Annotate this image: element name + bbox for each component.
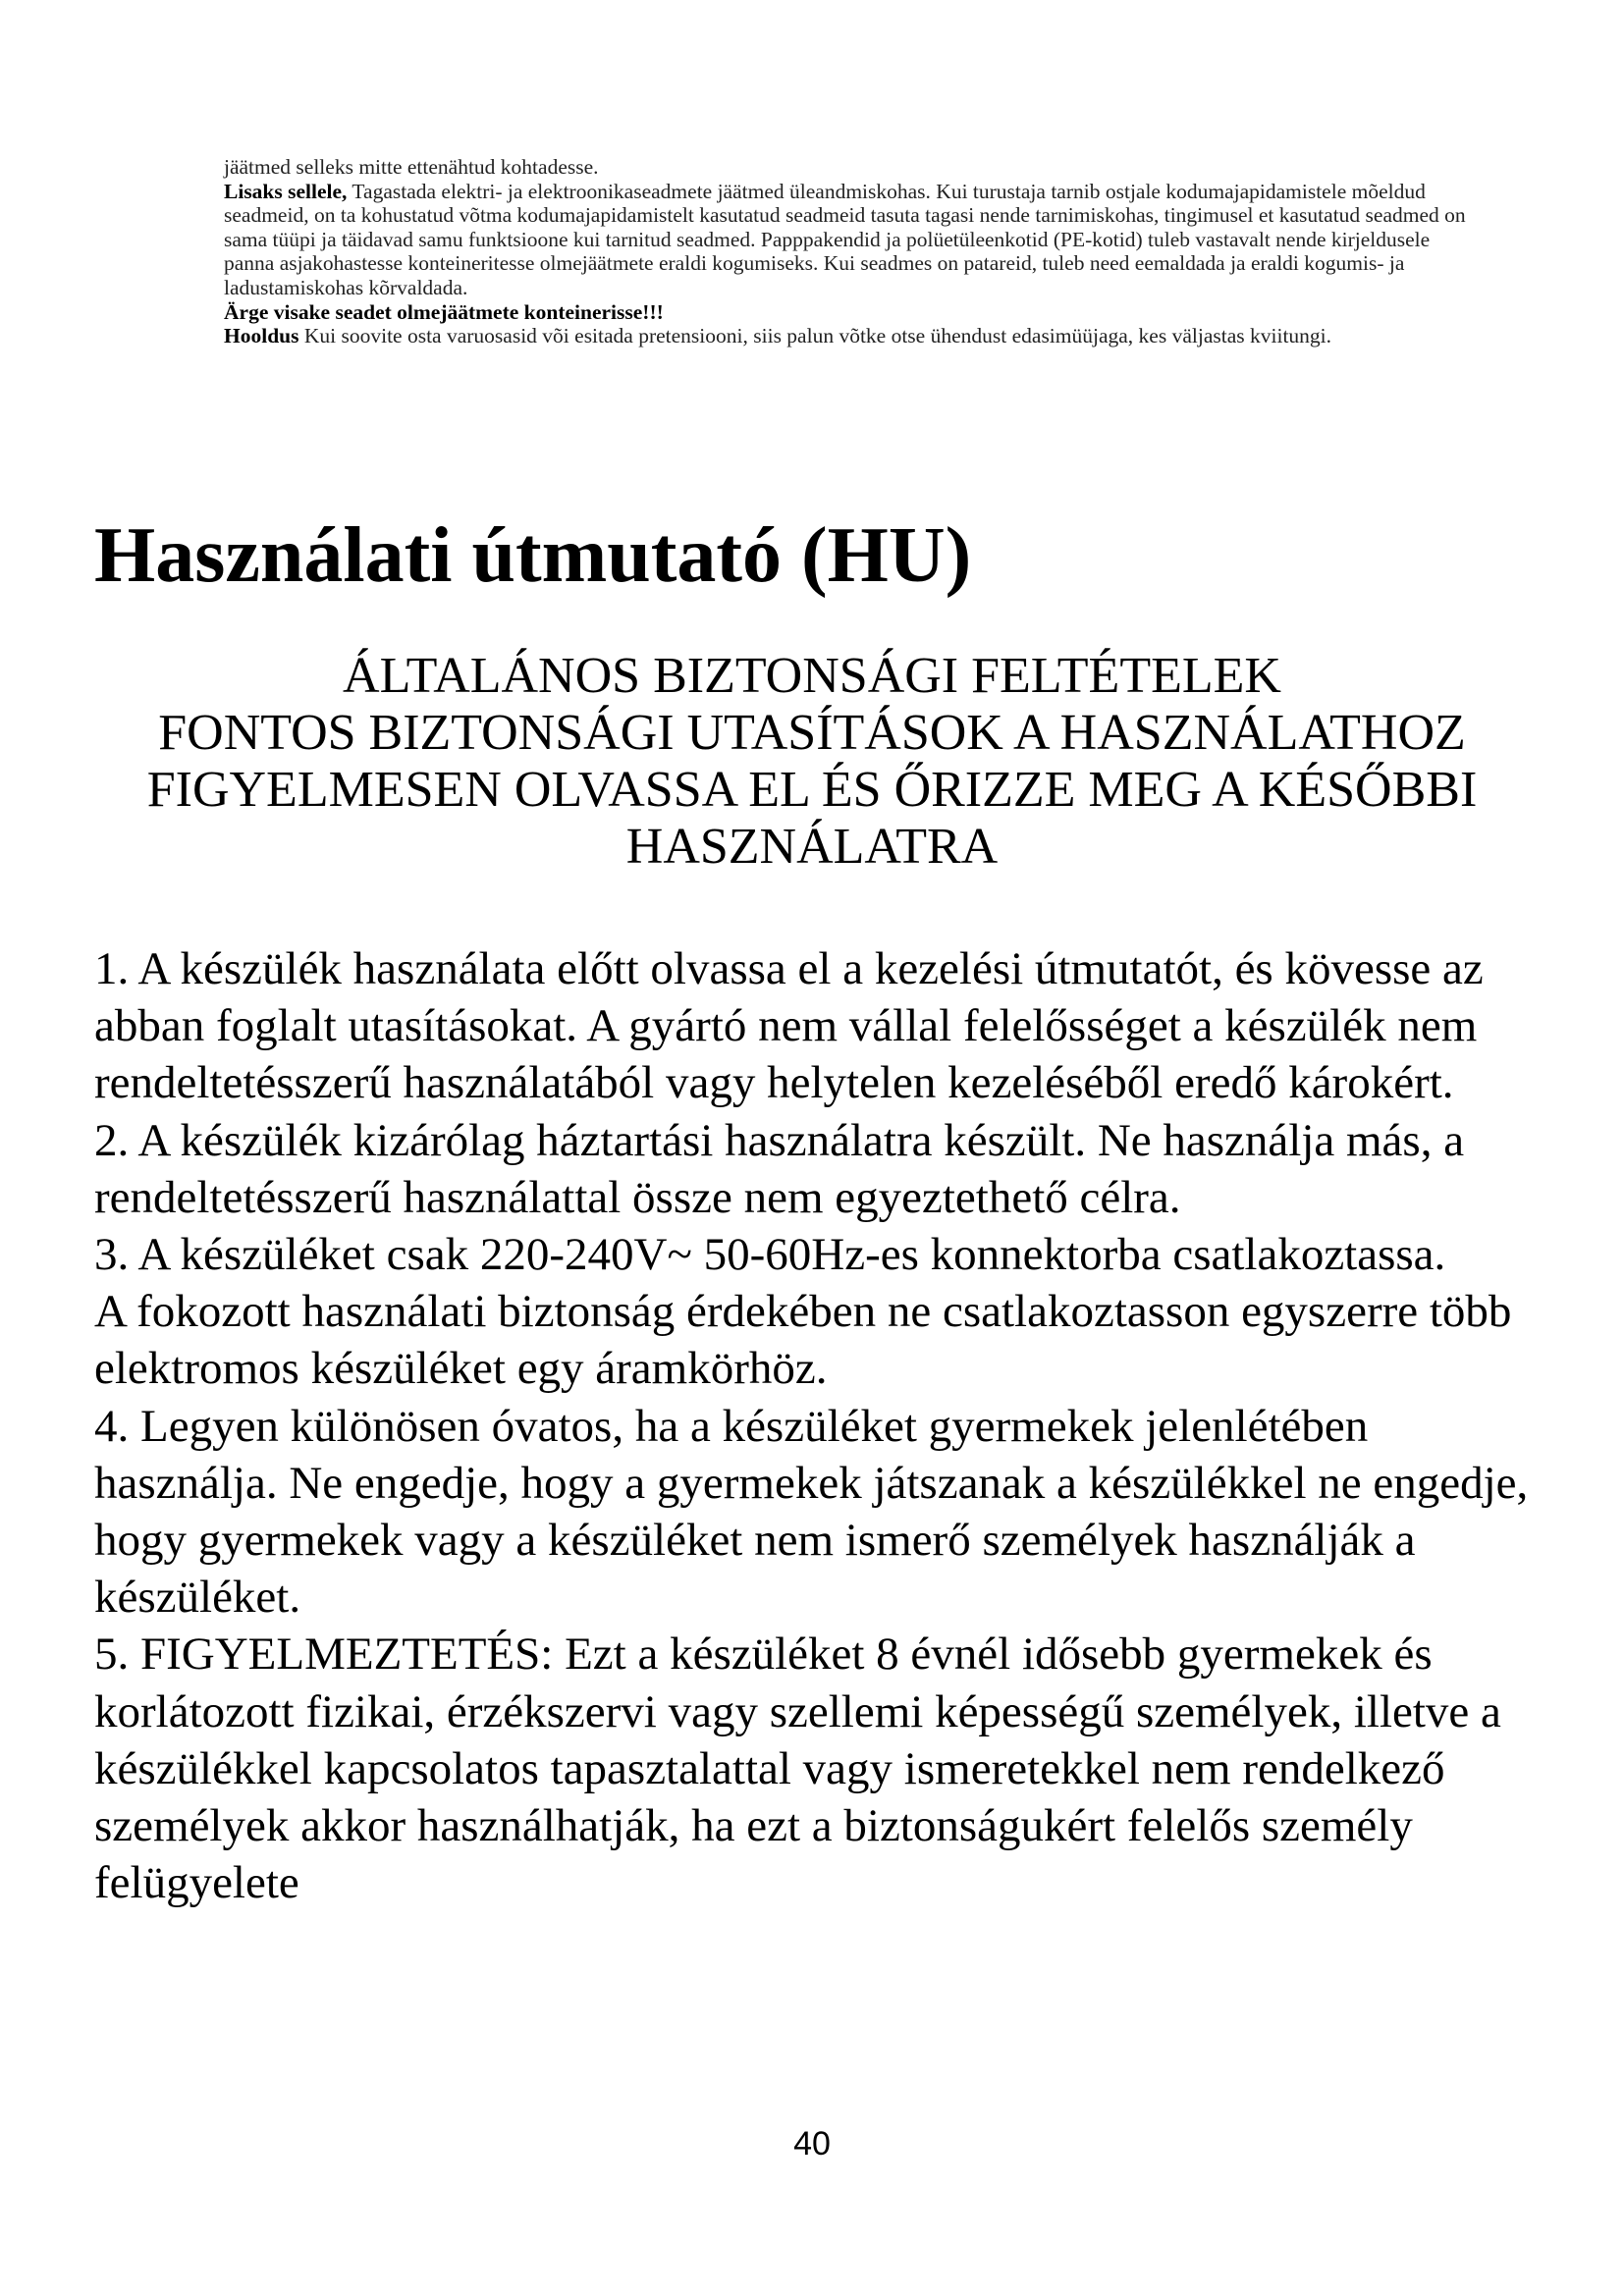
estonian-section: [224, 155, 1473, 348]
maintenance-paragraph: [224, 324, 1473, 348]
instruction-item-2: 2. A készülék kizárólag háztartási használatra készült. Ne használja más, a rendeltetésszerű használattal össze nem egyeztethető célra.: [94, 1114, 1465, 1223]
instruction-item-1: 1. A készülék használata előtt olvassa el a kezelési útmutatót, és kövesse az abban foglalt utasításokat. A gyártó nem vállal felelősséget a készülék nem rendeltetésszerű használatából vagy helytelen kezeléséből eredő károkért.: [94, 943, 1484, 1109]
safety-subheading: [59, 648, 1565, 876]
page-number: 40: [793, 2125, 831, 2163]
disposal-paragraph: [224, 180, 1473, 300]
subheading-line-1: ÁLTALÁNOS BIZTONSÁGI FELTÉTELEK: [343, 648, 1281, 704]
instruction-item-4: 4. Legyen különösen óvatos, ha a készüléket gyermekek jelenlétében használja. Ne engedje, hogy a gyermekek játszanak a készülékkel ne engedje, hogy gyermekek vagy a készüléket nem ismerő személyek használják a készüléket.: [94, 1400, 1529, 1624]
maintenance-text: Kui soovite osta varuosasid või esitada pretensiooni, siis palun võtke otse ühendust edasimüüjaga, kes väljastas kviitungi.: [298, 324, 1332, 348]
subheading-line-2: FONTOS BIZTONSÁGI UTASÍTÁSOK A HASZNÁLATHOZ: [158, 705, 1466, 761]
subheading-line-4: HASZNÁLATRA: [625, 819, 999, 875]
subheading-line-3: FIGYELMESEN OLVASSA EL ÉS ŐRIZZE MEG A KÉSŐBBI: [146, 762, 1478, 818]
disposal-text: Tagastada elektri- ja elektroonikaseadmete jäätmed üleandmiskohas. Kui turustaja tarnib ostjale kodumajapidamistele mõeldud seadmeid, on ta kohustatud võtma kodumajapidamistelt kasutatud seadmeid tasuta tagasi nende tarnimiskohas, tingimusel et kasutatud seadmed on sama tüüpi ja täidavad samu funktsioone kui tarnitud seadmed. Papppakendid ja polüetüleenkotid (PE-kotid) tuleb vastavalt nende kirjeldusele panna asjakohastesse konteineritesse olmejäätmete eraldi kogumiseks. Kui seadmes on patareid, tuleb need eemaldada ja eraldi kogumis- ja ladustamiskohas kõrvaldada.: [224, 179, 1466, 299]
instruction-item-3: 3. A készüléket csak 220-240V~ 50-60Hz-es konnektorba csatlakoztassa.: [94, 1229, 1446, 1281]
disposal-label: Lisaks sellele,: [224, 179, 348, 203]
warning-text: Ärge visake seadet olmejäätmete konteinerisse!!!: [224, 299, 664, 324]
instruction-item-5: 5. FIGYELMEZTETÉS: Ezt a készüléket 8 évnél idősebb gyermekek és korlátozott fizikai, érzékszervi vagy szellemi képességű személyek, illetve a készülékkel kapcsolatos tapasztalattal vagy ismeretekkel nem rendelkező személyek akkor használhatják, ha ezt a biztonságukért felelős személy felügyelete: [94, 1629, 1501, 1909]
maintenance-label: Hooldus: [224, 324, 299, 348]
estonian-line-1: jäätmed selleks mitte ettenähtud kohtadesse.: [224, 155, 599, 179]
safety-instructions: [94, 940, 1530, 1911]
instruction-item-3-note: A fokozott használati biztonság érdekében ne csatlakoztasson egyszerre több elektromos készüléket egy áramkörhöz.: [94, 1286, 1512, 1395]
page-title: Használati útmutató (HU): [94, 512, 972, 599]
warning-paragraph: [224, 300, 1473, 325]
